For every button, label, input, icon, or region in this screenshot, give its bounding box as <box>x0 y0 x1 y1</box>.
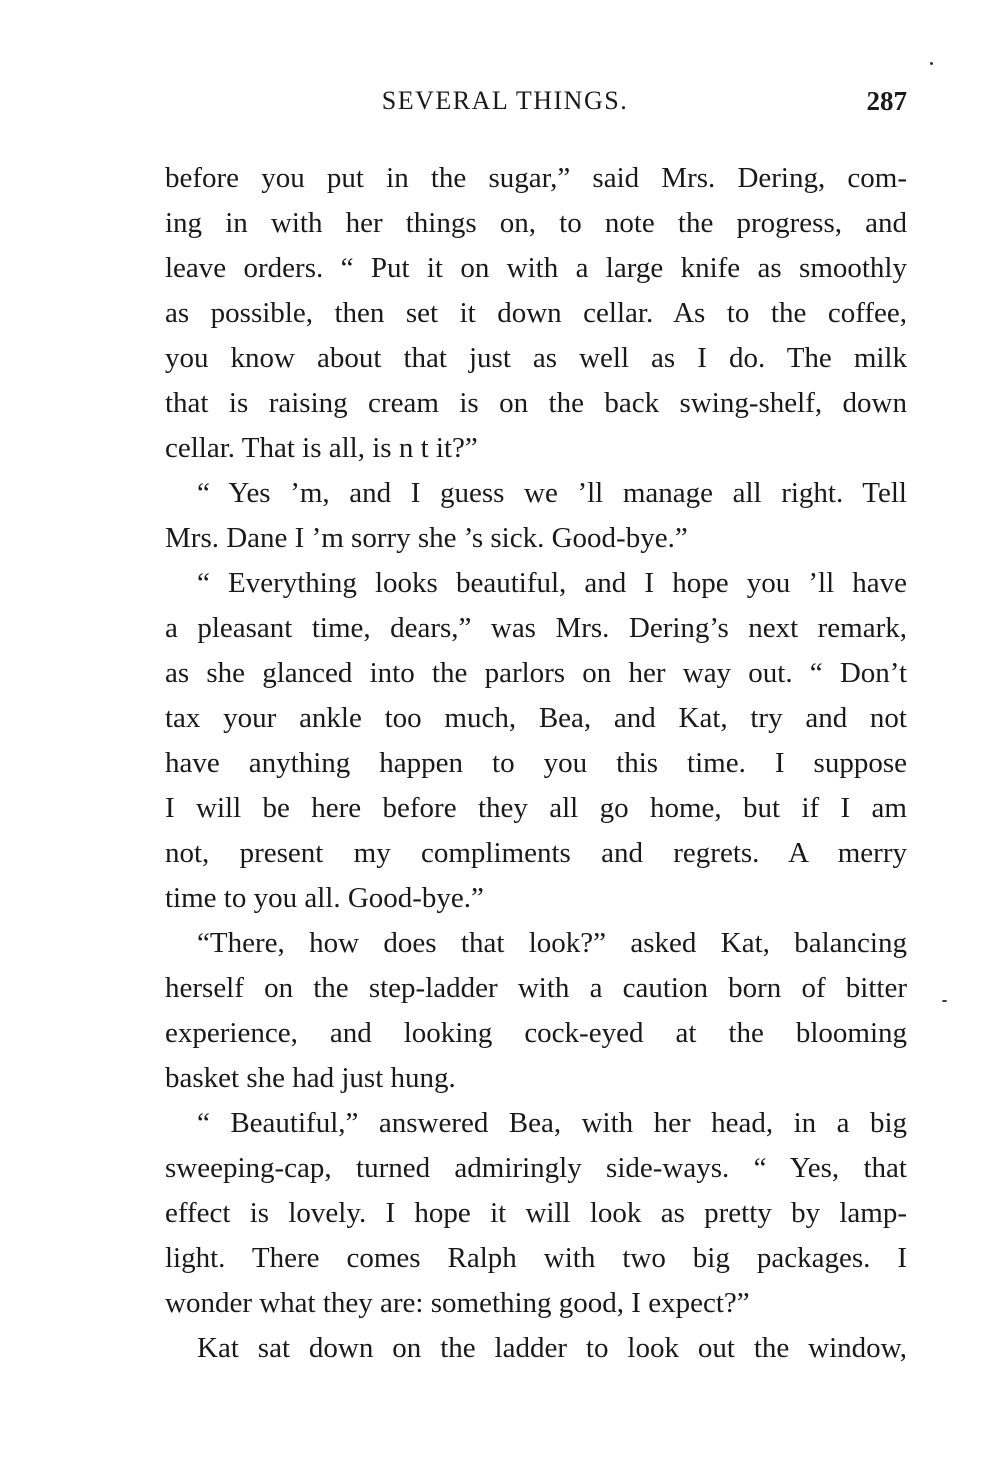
text-line: wonder what they are: something good, I expect?” <box>165 1287 750 1319</box>
running-title: SEVERAL THINGS. <box>381 86 629 115</box>
text-line: as possible, then set it down cellar. As to the coffee, <box>165 297 907 329</box>
text-line: I will be here before they all go home, but if I am <box>165 792 907 824</box>
text-line: Mrs. Dane I ’m sorry she ’s sick. Good-bye.” <box>165 522 688 554</box>
text-line: have anything happen to you this time. I suppose <box>165 747 907 779</box>
text-line: basket she had just hung. <box>165 1062 456 1094</box>
text-line: tax your ankle too much, Bea, and Kat, try and not <box>165 702 907 734</box>
text-line: that is raising cream is on the back swing-shelf, down <box>165 387 907 419</box>
text-line: you know about that just as well as I do. The milk <box>165 342 907 374</box>
page-number: 287 <box>866 86 907 116</box>
text-line: sweeping-cap, turned admiringly side-ways. “ Yes, that <box>165 1152 907 1184</box>
text-line: “There, how does that look?” asked Kat, balancing <box>197 927 907 959</box>
text-line: “ Beautiful,” answered Bea, with her head, in a big <box>197 1107 907 1139</box>
text-line: as she glanced into the parlors on her way out. “ Don’t <box>165 657 907 689</box>
text-line: before you put in the sugar,” said Mrs. Dering, com- <box>165 162 907 194</box>
text-line: experience, and looking cock-eyed at the blooming <box>165 1017 907 1049</box>
text-line: light. There comes Ralph with two big packages. I <box>165 1242 907 1274</box>
text-line: Kat sat down on the ladder to look out the window, <box>197 1332 907 1364</box>
print-speck <box>942 1000 947 1002</box>
text-line: leave orders. “ Put it on with a large knife as smoothly <box>165 252 907 284</box>
running-head <box>165 86 907 126</box>
text-line: “ Everything looks beautiful, and I hope you ’ll have <box>197 567 907 599</box>
text-line: effect is lovely. I hope it will look as pretty by lamp- <box>165 1197 907 1229</box>
text-line: time to you all. Good-bye.” <box>165 882 484 914</box>
text-line: “ Yes ’m, and I guess we ’ll manage all right. Tell <box>197 477 907 509</box>
text-line: not, present my compliments and regrets. A merry <box>165 837 907 869</box>
print-speck <box>930 62 933 65</box>
body-text <box>165 156 907 1371</box>
text-line: herself on the step-ladder with a caution born of bitter <box>165 972 907 1004</box>
text-line: cellar. That is all, is n t it?” <box>165 432 478 464</box>
text-line: a pleasant time, dears,” was Mrs. Dering’s next remark, <box>165 612 907 644</box>
text-line: ing in with her things on, to note the progress, and <box>165 207 907 239</box>
